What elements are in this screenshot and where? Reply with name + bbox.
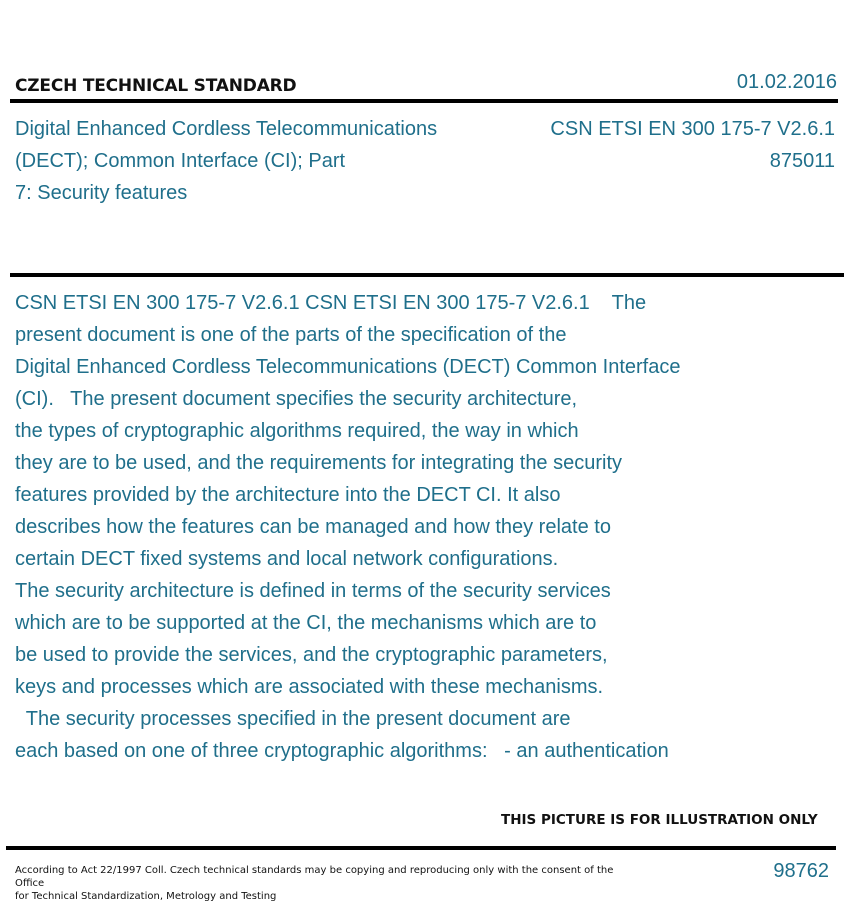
body-line: (CI). The present document specifies the security architecture, — [15, 388, 578, 410]
document-code-block — [550, 113, 835, 177]
title-line: Digital Enhanced Cordless Telecommunications — [15, 118, 438, 140]
section-rule — [10, 273, 844, 277]
body-line: describes how the features can be managed and how they relate to — [15, 516, 611, 538]
body-line: each based on one of three cryptographic algorithms: - an authentication — [15, 740, 669, 762]
body-line: The security architecture is defined in terms of the security services — [15, 580, 611, 602]
body-line: they are to be used, and the requirements for integrating the security — [15, 452, 623, 474]
standard-label: CZECH TECHNICAL STANDARD — [15, 76, 297, 96]
document-code: CSN ETSI EN 300 175-7 V2.6.1 — [550, 118, 835, 140]
body-line: CSN ETSI EN 300 175-7 V2.6.1 CSN ETSI EN 300 175-7 V2.6.1 The — [15, 292, 647, 314]
body-line: keys and processes which are associated with these mechanisms. — [15, 676, 604, 698]
body-line: certain DECT fixed systems and local network configurations. — [15, 548, 559, 570]
body-line: present document is one of the parts of the specification of the — [15, 324, 567, 346]
illustration-note: THIS PICTURE IS FOR ILLUSTRATION ONLY — [501, 812, 818, 828]
body-line: the types of cryptographic algorithms required, the way in which — [15, 420, 579, 442]
document-abstract — [15, 287, 755, 767]
footer-rule — [6, 846, 836, 850]
header-rule — [10, 99, 838, 103]
page-number: 98762 — [773, 860, 829, 882]
legal-line: According to Act 22/1997 Coll. Czech technical standards may be copying and reproducing only with the consent of the Office — [15, 865, 614, 889]
body-line: The security processes specified in the present document are — [15, 708, 571, 730]
title-line: 7: Security features — [15, 182, 188, 204]
document-title — [15, 113, 495, 209]
body-line: features provided by the architecture into the DECT CI. It also — [15, 484, 561, 506]
catalog-number: 875011 — [769, 150, 835, 172]
publication-date: 01.02.2016 — [736, 71, 837, 93]
body-line: which are to be supported at the CI, the mechanisms which are to — [15, 612, 597, 634]
body-line: Digital Enhanced Cordless Telecommunications (DECT) Common Interface — [15, 356, 681, 378]
legal-line: for Technical Standardization, Metrology and Testing — [15, 891, 277, 902]
title-line: (DECT); Common Interface (CI); Part — [15, 150, 346, 172]
legal-notice — [15, 864, 615, 903]
body-line: be used to provide the services, and the cryptographic parameters, — [15, 644, 608, 666]
